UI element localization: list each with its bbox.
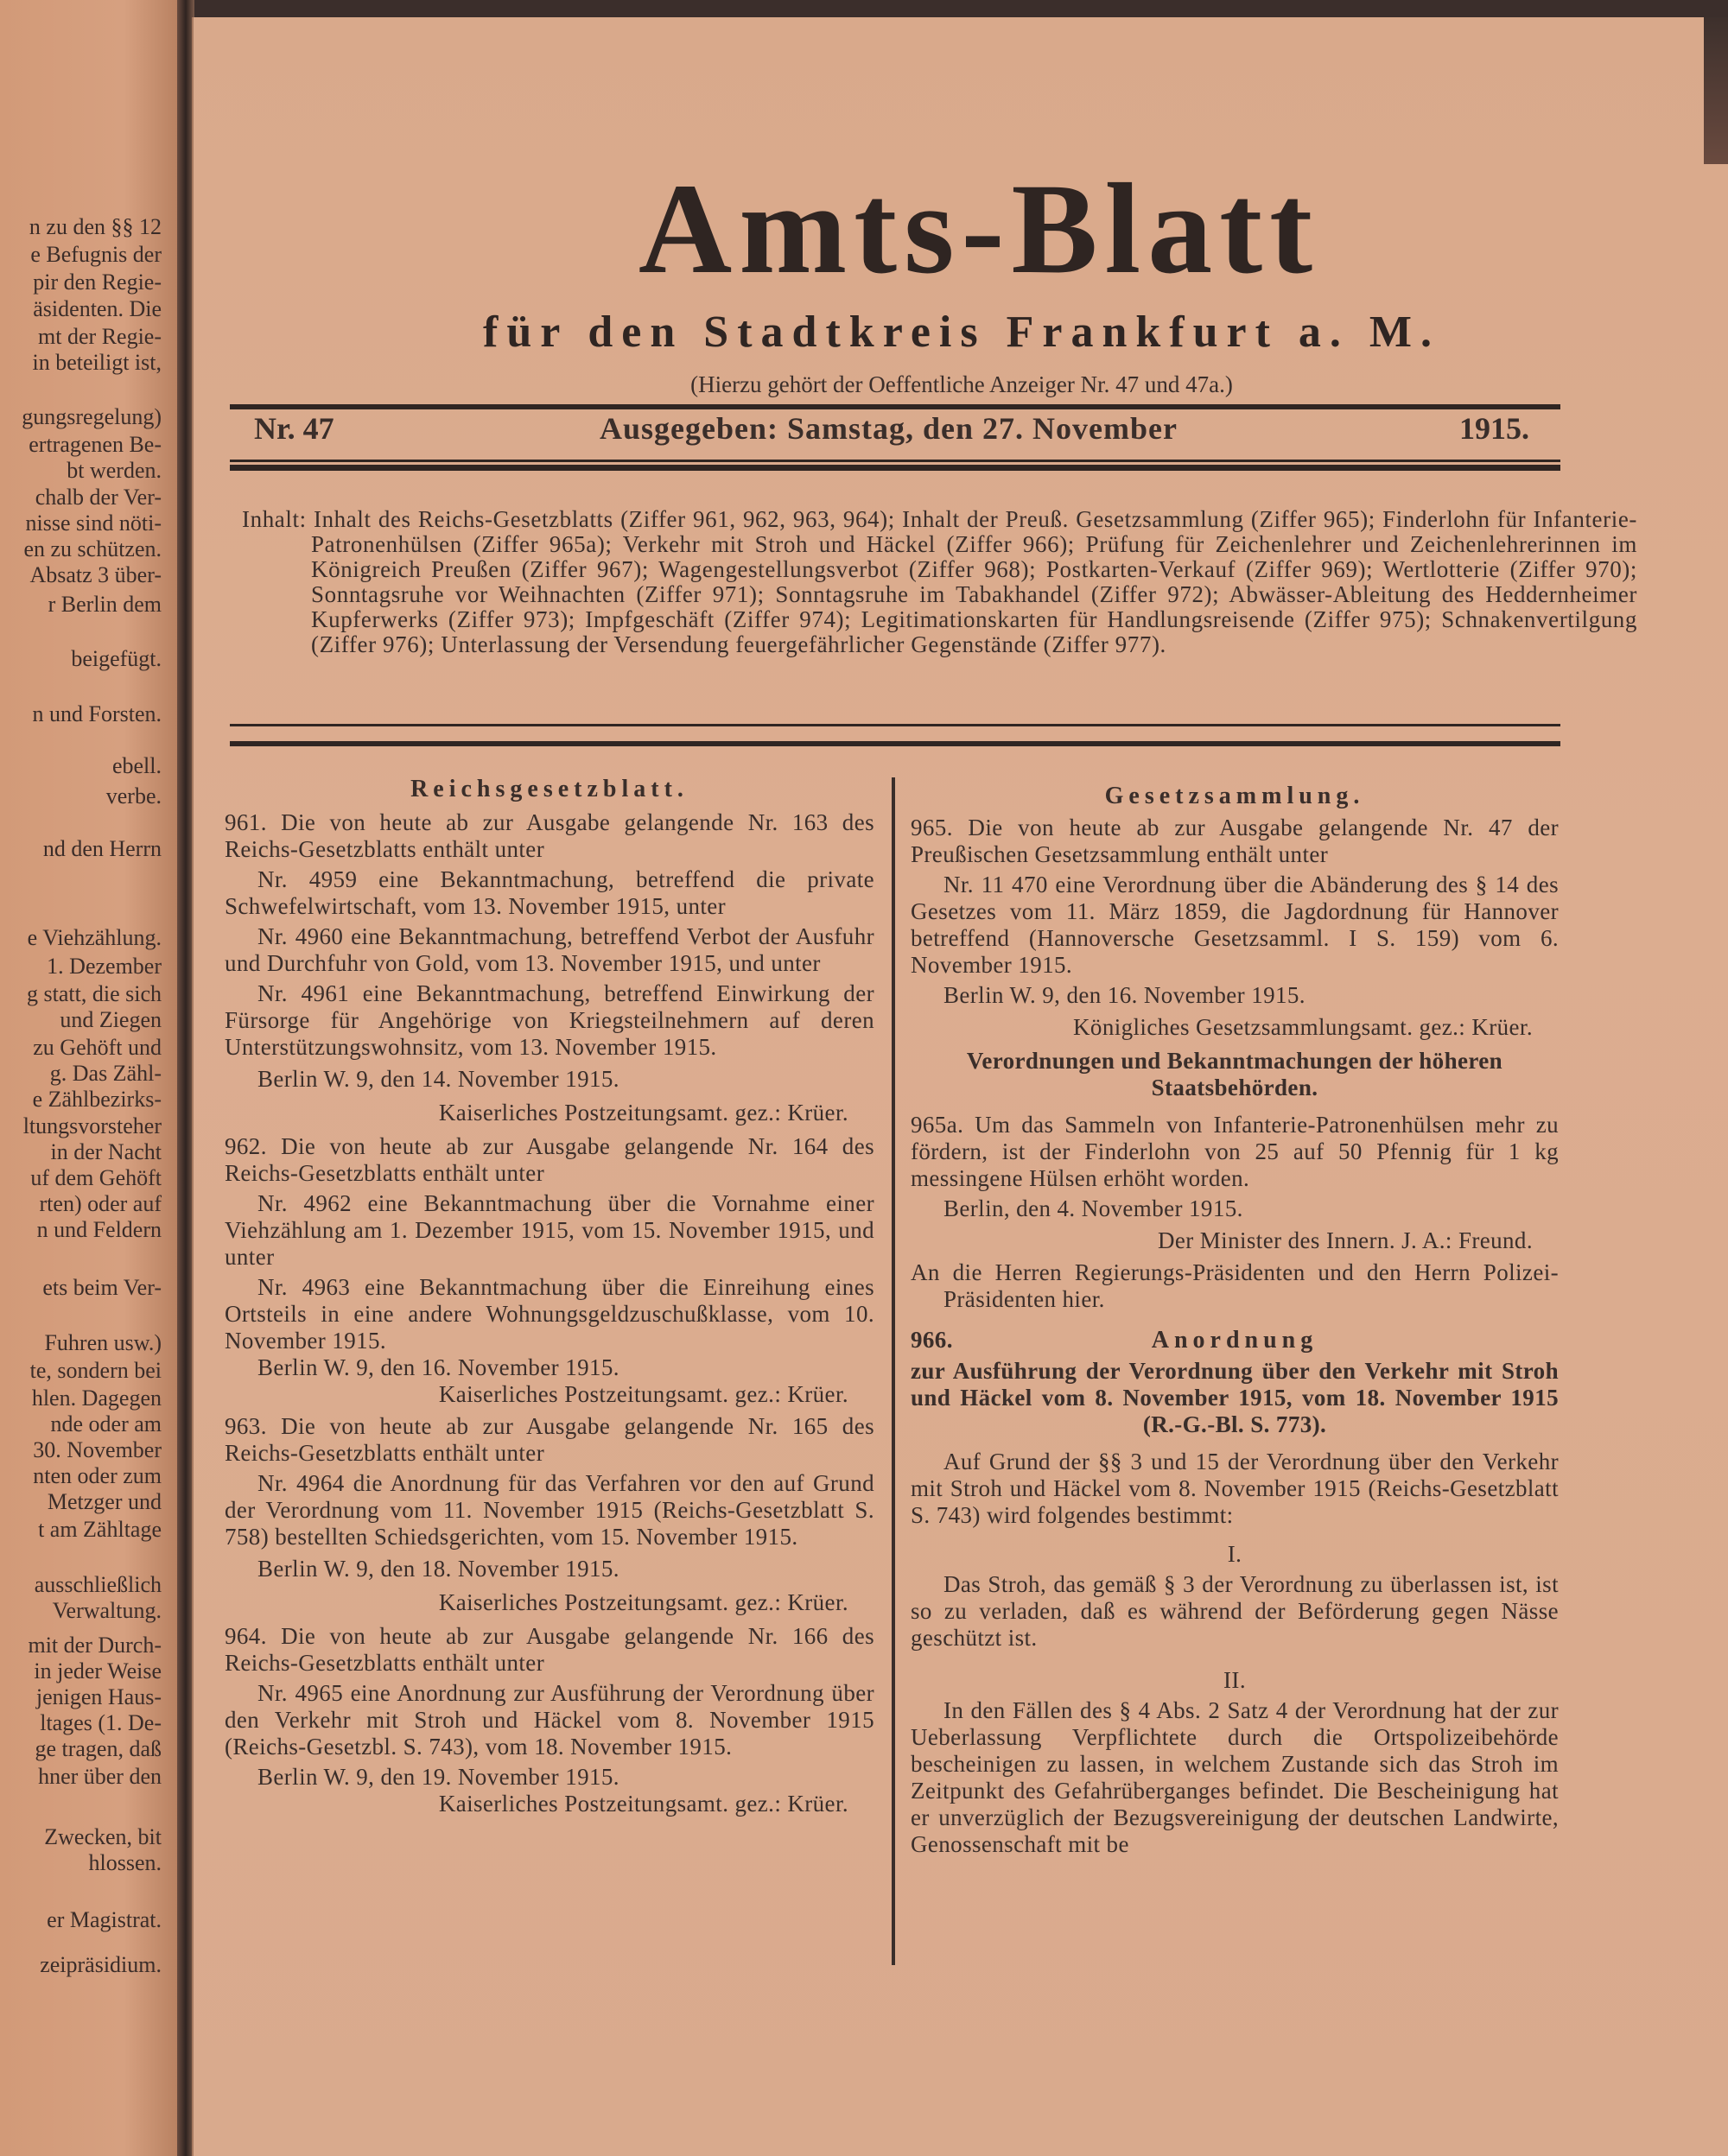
article-965	[911, 815, 1559, 1041]
facing-page-line: ets beim Ver-	[42, 1275, 162, 1300]
facing-page-line: bt werden.	[67, 458, 162, 483]
left-column	[225, 776, 874, 1817]
facing-page-line: te, sondern bei	[29, 1358, 162, 1383]
article-number: 966.	[911, 1327, 953, 1353]
divider	[230, 460, 1560, 462]
facing-page-line: Absatz 3 über-	[29, 562, 162, 587]
article-paragraph: Das Stroh, das gemäß § 3 der Verordnung zu überlassen ist, ist so zu verladen, daß es während der Beförderung gegen Nässe geschützt ist.	[911, 1571, 1559, 1651]
facing-page-line: jenigen Haus-	[35, 1684, 162, 1709]
facing-page-line: in beteiligt ist,	[32, 350, 162, 375]
article-966	[911, 1327, 1559, 1858]
facing-page-line: nten oder zum	[33, 1463, 162, 1488]
facing-page-line: in der Nacht	[50, 1139, 162, 1164]
facing-page-line: n zu den §§ 12	[29, 214, 162, 239]
facing-page-line: uf dem Gehöft	[30, 1165, 162, 1190]
article-paragraph: In den Fällen des § 4 Abs. 2 Satz 4 der Verordnung hat der zur Ueberlassung Verpflichtete durch die Ortspolizeibehörde bescheinigen zu lassen, in welchem Zustande sich das Stroh im Zeitpunkt des Gefahrüberganges befindet. Die Bescheinigung hat er unverzüglich der Bezugsvereinigung der deutschen Landwirte, Genossenschaft mit be	[911, 1697, 1559, 1857]
article-intro: 961. Die von heute ab zur Ausgabe gelangende Nr. 163 des Reichs-Gesetzblatts enthält unter	[225, 809, 874, 862]
facing-page-line: r Berlin dem	[48, 592, 162, 617]
facing-page-line: beigefügt.	[71, 646, 162, 671]
article-signature: Kaiserliches Postzeitungsamt. gez.: Krüer.	[438, 1791, 848, 1817]
facing-page-line: er Magistrat.	[47, 1907, 162, 1932]
facing-page-line: hlossen.	[88, 1850, 162, 1875]
article-place-date: Berlin W. 9, den 16. November 1915.	[257, 1354, 619, 1380]
facing-page-line: gungsregelung)	[22, 404, 162, 429]
facing-page-line: nde oder am	[50, 1411, 162, 1436]
article-place-date: Berlin W. 9, den 19. November 1915.	[257, 1764, 619, 1790]
article-signature: Kaiserliches Postzeitungsamt. gez.: Krüer.	[438, 1100, 848, 1126]
facing-page-line: ltages (1. De-	[40, 1710, 162, 1735]
facing-page-line: Fuhren usw.)	[44, 1330, 162, 1355]
article-961	[225, 809, 874, 1126]
article-intro: 965. Die von heute ab zur Ausgabe gelangende Nr. 47 der Preußischen Gesetzsammlung enthält unter	[911, 815, 1559, 867]
masthead-subtitle: für den Stadtkreis Frankfurt a. M.	[483, 308, 1440, 357]
facing-page-line: ltungsvorsteher	[22, 1113, 162, 1138]
article-962	[225, 1133, 874, 1408]
article-signature: Kaiserliches Postzeitungsamt. gez.: Krüer.	[438, 1589, 848, 1615]
facing-page-line: Verwaltung.	[52, 1598, 162, 1623]
facing-page-line: ertragenen Be-	[29, 432, 162, 457]
article-title: Anordnung	[1151, 1327, 1318, 1354]
facing-page-line: ge tragen, daß	[35, 1736, 162, 1761]
article-paragraph: Nr. 4961 eine Bekanntmachung, betreffend Einwirkung der Fürsorge für Angehörige von Kriegsteilnehmern auf deren Unterstützungswohnsitz, vom 13. November 1915.	[225, 980, 874, 1060]
section-numeral: II.	[1223, 1667, 1246, 1693]
article-paragraph: Nr. 4963 eine Bekanntmachung über die Einreihung eines Ortsteils in eine andere Wohnungsgeldzuschußklasse, vom 10. November 1915.	[225, 1274, 874, 1354]
facing-page-line: hlen. Dagegen	[31, 1386, 162, 1411]
article-subtitle: zur Ausführung der Verordnung über den Verkehr mit Stroh und Häckel vom 8. November 1915, vom 18. November 1915 (R.-G.-Bl. S. 773).	[911, 1358, 1559, 1437]
facing-page-line: zeipräsidium.	[40, 1952, 162, 1977]
article-intro: 964. Die von heute ab zur Ausgabe gelangende Nr. 166 des Reichs-Gesetzblatts enthält unter	[225, 1623, 874, 1676]
article-paragraph: Nr. 4964 die Anordnung für das Verfahren vor den auf Grund der Verordnung vom 11. November 1915 (Reichs-Gesetzblatt S. 758) bestellten Schiedsgerichten, vom 15. November 1915.	[225, 1470, 874, 1550]
divider	[230, 404, 1560, 409]
article-address: An die Herren Regierungs-Präsidenten und den Herrn Polizei-Präsidenten hier.	[911, 1259, 1559, 1312]
facing-page-line: nd den Herrn	[42, 836, 162, 861]
table-of-contents: Inhalt: Inhalt des Reichs-Gesetzblatts (Ziffer 961, 962, 963, 964); Inhalt der Preuß. Gesetzsammlung (Ziffer 965); Finderlohn für Infanterie-Patronenhülsen (Ziffer 965a); Verkehr mit Stroh und Häckel (Ziffer 966); Prüfung für Zeichenlehrer und Zeichenlehrerinnen im Königreich Preußen (Ziffer 967); Wagengestellungsverbot (Ziffer 968); Postkarten-Verkauf (Ziffer 969); Wertlotterie (Ziffer 970); Sonntagsruhe vor Weihnachten (Ziffer 971); Sonntagsruhe im Tabakhandel (Ziffer 972); Abwässer-Ableitung des Heddernheimer Kupferwerks (Ziffer 973); Impfgeschäft (Ziffer 974); Legitimationskarten für Handlungsreisende (Ziffer 975); Schnakenvertilgung (Ziffer 976); Unterlassung der Versendung feuergefährlicher Gegenstände (Ziffer 977).	[242, 506, 1637, 657]
facing-page-line: mit der Durch-	[28, 1633, 162, 1658]
divider	[230, 741, 1560, 746]
article-place-date: Berlin W. 9, den 14. November 1915.	[257, 1066, 619, 1092]
facing-page-line: verbe.	[105, 783, 162, 808]
facing-page-line: ebell.	[111, 753, 162, 778]
facing-page-line: ausschließlich	[34, 1572, 162, 1597]
facing-page-line: und Ziegen	[60, 1007, 162, 1032]
right-column	[911, 783, 1559, 1858]
issue-number: Nr. 47	[254, 411, 334, 446]
facing-page-fragment	[0, 0, 177, 2156]
facing-page-line: g. Das Zähl-	[49, 1061, 162, 1086]
book-cover-corner	[1704, 17, 1728, 164]
article-intro: 962. Die von heute ab zur Ausgabe gelangende Nr. 164 des Reichs-Gesetzblatts enthält unter	[225, 1133, 874, 1186]
article-paragraph: Nr. 4962 eine Bekanntmachung über die Vornahme einer Viehzählung am 1. Dezember 1915, vom 15. November 1915, und unter	[225, 1190, 874, 1270]
issue-date: Ausgegeben: Samstag, den 27. November	[600, 411, 1178, 446]
divider	[230, 465, 1560, 471]
facing-page-line: äsidenten. Die	[33, 296, 162, 321]
issue-year: 1915.	[1459, 411, 1529, 446]
facing-page-line: in jeder Weise	[34, 1658, 162, 1684]
facing-page-line: mt der Regie-	[38, 324, 162, 349]
facing-page-line: n und Feldern	[36, 1217, 162, 1242]
article-place-date: Berlin, den 4. November 1915.	[943, 1195, 1243, 1221]
article-paragraph: Nr. 4965 eine Anordnung zur Ausführung der Verordnung über den Verkehr mit Stroh und Häckel vom 8. November 1915 (Reichs-Gesetzbl. S. 743), vom 18. November 1915.	[225, 1680, 874, 1760]
facing-page-line: 1. Dezember	[47, 954, 162, 979]
column-divider	[892, 777, 895, 1965]
article-signature: Königliches Gesetzsammlungsamt. gez.: Krüer.	[1073, 1014, 1533, 1040]
facing-page-line: zu Gehöft und	[33, 1035, 162, 1060]
article-intro: 963. Die von heute ab zur Ausgabe gelangende Nr. 165 des Reichs-Gesetzblatts enthält unter	[225, 1413, 874, 1466]
facing-page-line: g statt, die sich	[27, 981, 162, 1006]
article-paragraph: Nr. 4960 eine Bekanntmachung, betreffend Verbot der Ausfuhr und Durchfuhr von Gold, vom 13. November 1915, und unter	[225, 923, 874, 976]
article-signature: Der Minister des Innern. J. A.: Freund.	[1157, 1227, 1533, 1253]
section-numeral: I.	[1227, 1541, 1242, 1567]
facing-page-line: t am Zähltage	[38, 1517, 162, 1542]
article-paragraph: Auf Grund der §§ 3 und 15 der Verordnung über den Verkehr mit Stroh und Häckel vom 8. November 1915 (Reichs-Gesetzblatt S. 743) wird folgendes bestimmt:	[911, 1449, 1559, 1528]
article-intro: 965a. Um das Sammeln von Infanterie-Patronenhülsen mehr zu fördern, ist der Finderlohn von 25 auf 50 Pfennig für 1 kg messingene Hülsen erhöht worden.	[911, 1112, 1559, 1191]
article-963	[225, 1413, 874, 1616]
section-heading: Reichsgesetzblatt.	[410, 776, 689, 802]
facing-page-line: 30. November	[33, 1437, 162, 1462]
masthead-note: (Hierzu gehört der Oeffentliche Anzeiger Nr. 47 und 47a.)	[690, 371, 1233, 397]
divider	[230, 724, 1560, 726]
article-place-date: Berlin W. 9, den 18. November 1915.	[257, 1556, 619, 1582]
facing-page-line: nisse sind nöti-	[25, 510, 162, 536]
facing-page-line: en zu schützen.	[23, 536, 162, 561]
facing-page-line: n und Forsten.	[32, 701, 162, 726]
facing-page-line: e Zählbezirks-	[32, 1087, 162, 1112]
document-page	[192, 17, 1728, 2156]
facing-page-line: chalb der Ver-	[35, 485, 162, 510]
article-signature: Kaiserliches Postzeitungsamt. gez.: Krüer.	[438, 1381, 848, 1407]
facing-page-line: e Befugnis der	[30, 242, 162, 267]
facing-page-line: hner über den	[38, 1764, 162, 1789]
section-heading: Gesetzsammlung.	[1104, 783, 1365, 809]
article-paragraph: Nr. 11 470 eine Verordnung über die Abänderung des § 14 des Gesetzes vom 11. März 1859, die Jagdordnung für Hannover betreffend (Hannoversche Gesetzsamml. I S. 159) vom 6. November 1915.	[911, 872, 1559, 978]
facing-page-line: rten) oder auf	[39, 1191, 162, 1216]
article-965a	[911, 1112, 1559, 1313]
article-paragraph: Nr. 4959 eine Bekanntmachung, betreffend die private Schwefelwirtschaft, vom 13. November 1915, unter	[225, 866, 874, 919]
facing-page-line: e Viehzählung.	[27, 925, 162, 950]
facing-page-line: Zwecken, bit	[44, 1824, 162, 1849]
masthead-title: Amts-Blatt	[638, 157, 1320, 301]
article-place-date: Berlin W. 9, den 16. November 1915.	[943, 982, 1306, 1008]
section-heading: Verordnungen und Bekanntmachungen der höheren Staatsbehörden.	[966, 1048, 1503, 1100]
facing-page-line: Metzger und	[47, 1489, 162, 1514]
facing-page-line: pir den Regie-	[33, 270, 162, 295]
article-964	[225, 1623, 874, 1817]
